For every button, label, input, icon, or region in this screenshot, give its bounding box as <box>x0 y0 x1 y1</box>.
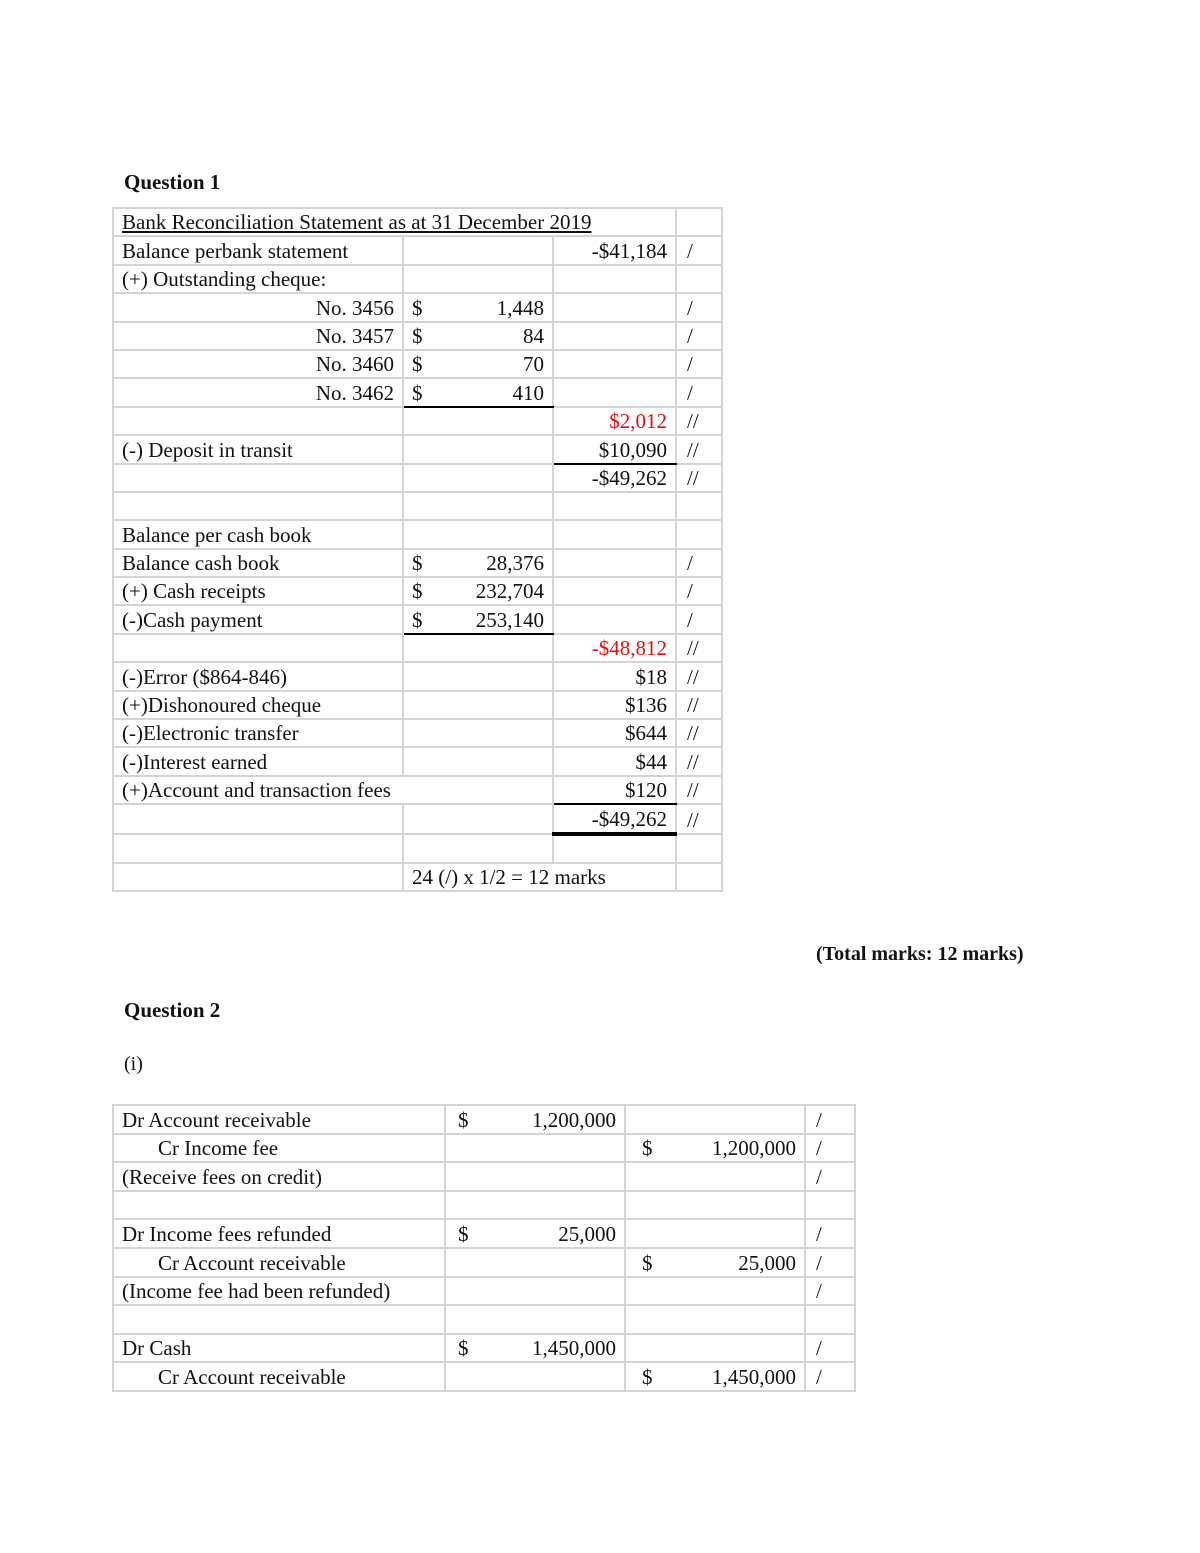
table-row: (-)Cash payment $ 253,140 / <box>113 605 722 633</box>
debit-amount: $ 25,000 <box>445 1219 625 1248</box>
table-row <box>113 834 722 863</box>
row-total: $18 <box>553 662 676 690</box>
table-row: (+)Dishonoured cheque $136 // <box>113 691 722 719</box>
statement-title: Bank Reconciliation Statement as at 31 December 2019 <box>113 208 676 236</box>
journal-entries-table <box>112 1104 856 1392</box>
table-row: (+) Cash receipts $ 232,704 / <box>113 577 722 605</box>
debit-amount <box>445 1248 625 1277</box>
table-row: Balance perbank statement -$41,184 / <box>113 236 722 264</box>
table-row: (Receive fees on credit) / <box>113 1162 855 1191</box>
table-row <box>113 1305 855 1334</box>
table-row: (+)Account and transaction fees $120 // <box>113 776 722 804</box>
credit-amount: $ 1,200,000 <box>625 1134 805 1163</box>
row-total: $2,012 <box>553 407 676 435</box>
table-row: Dr Income fees refunded $ 25,000 / <box>113 1219 855 1248</box>
table-row: -$49,262 // <box>113 464 722 492</box>
credit-amount <box>625 1334 805 1363</box>
row-total: -$48,812 <box>553 634 676 662</box>
credit-amount: $ 1,450,000 <box>625 1362 805 1391</box>
table-row <box>113 863 722 891</box>
question-2-heading: Question 2 <box>124 998 221 1022</box>
debit-amount <box>445 1362 625 1391</box>
row-total: -$41,184 <box>553 236 676 264</box>
table-row: (-)Error ($864-846) $18 // <box>113 662 722 690</box>
row-total: $44 <box>553 747 676 775</box>
table-row: Balance per cash book <box>113 520 722 548</box>
row-total: $10,090 <box>553 435 676 463</box>
table-row: Cr Income fee $ 1,200,000 / <box>113 1134 855 1163</box>
table-row: (-)Electronic transfer $644 // <box>113 719 722 747</box>
table-row <box>113 1191 855 1220</box>
debit-amount: $ 1,200,000 <box>445 1105 625 1134</box>
row-total: $644 <box>553 719 676 747</box>
table-row: (-) Deposit in transit $10,090 // <box>113 435 722 463</box>
total-marks: (Total marks: 12 marks) <box>816 943 1024 965</box>
table-row: -$49,262 // <box>113 804 722 833</box>
table-row <box>113 492 722 520</box>
table-row: (Income fee had been refunded) / <box>113 1277 855 1306</box>
debit-amount <box>445 1134 625 1163</box>
row-amount: $ 232,704 <box>403 577 553 605</box>
row-amount: $ 84 <box>403 322 553 350</box>
question-1-heading: Question 1 <box>124 170 221 194</box>
table-row: Cr Account receivable $ 1,450,000 / <box>113 1362 855 1391</box>
table-row: Dr Cash $ 1,450,000 / <box>113 1334 855 1363</box>
credit-amount: $ 25,000 <box>625 1248 805 1277</box>
table-row: $2,012 // <box>113 407 722 435</box>
row-amount: $ 28,376 <box>403 549 553 577</box>
row-amount: $ 1,448 <box>403 293 553 321</box>
credit-amount <box>625 1219 805 1248</box>
row-amount: $ 410 <box>403 378 553 406</box>
table-row: No. 3462 $ 410 / <box>113 378 722 406</box>
bank-reconciliation-table <box>112 207 723 892</box>
table-row <box>113 208 722 236</box>
row-total: -$49,262 <box>553 464 676 492</box>
table-row: (-)Interest earned $44 // <box>113 747 722 775</box>
credit-amount <box>625 1105 805 1134</box>
row-total: $120 <box>553 776 676 804</box>
part-label: (i) <box>124 1053 143 1075</box>
table-row: No. 3460 $ 70 / <box>113 350 722 378</box>
table-row: No. 3456 $ 1,448 / <box>113 293 722 321</box>
mark-tick: / <box>676 236 722 264</box>
table-row: No. 3457 $ 84 / <box>113 322 722 350</box>
table-row: -$48,812 // <box>113 634 722 662</box>
row-amount: $ 70 <box>403 350 553 378</box>
table-row: (+) Outstanding cheque: <box>113 265 722 293</box>
marks-note: 24 (/) x 1/2 = 12 marks <box>403 863 676 891</box>
table-row: Dr Account receivable $ 1,200,000 / <box>113 1105 855 1134</box>
row-total: -$49,262 <box>553 804 676 833</box>
row-total: $136 <box>553 691 676 719</box>
debit-amount: $ 1,450,000 <box>445 1334 625 1363</box>
table-row: Cr Account receivable $ 25,000 / <box>113 1248 855 1277</box>
row-amount: $ 253,140 <box>403 605 553 633</box>
table-row: Balance cash book $ 28,376 / <box>113 549 722 577</box>
